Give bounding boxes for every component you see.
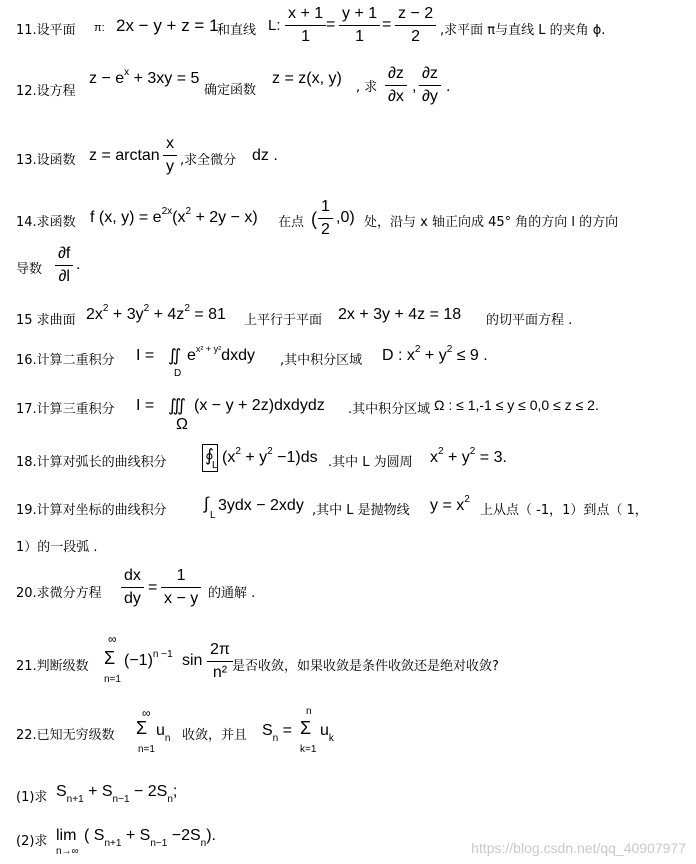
problem-12: [16, 64, 688, 110]
t: u: [320, 722, 329, 739]
problem-18-circle: [430, 446, 507, 467]
problem-15-mid: 上平行于平面: [244, 313, 323, 328]
problem-20-rhs: $\frac{1}{x - y}$: [161, 566, 201, 609]
problem-13-tail: ,求全微分: [180, 153, 237, 168]
problem-12-ask: , 求: [356, 80, 378, 95]
t: ( S: [84, 827, 105, 844]
problem-19-L: L: [210, 510, 216, 521]
problem-20-label: 20.求微分方程: [16, 586, 102, 601]
problem-18-mid: .其中 L 为圆周: [328, 455, 413, 470]
paren: (: [311, 209, 317, 229]
problem-14-at: 在点: [278, 215, 305, 230]
eq-text: z − e: [89, 70, 125, 87]
problem-12-frac2: $\frac{\partial z}{\partial y}$: [419, 64, 441, 107]
problem-11-and: 和直线: [217, 23, 257, 38]
problem-14-eq: [90, 206, 258, 227]
sub: n: [272, 733, 279, 744]
problem-11-pi: π:: [94, 22, 105, 34]
problem-14-tail: 处，沿与 x 轴正向成 45° 角的方向 l 的方向: [364, 215, 619, 230]
t: ≤ 9 .: [452, 347, 488, 364]
question-2-body: [84, 827, 216, 849]
problem-11-label: 11.设平面: [16, 23, 76, 38]
problem-12-frac1: $\frac{\partial z}{\partial x}$: [385, 64, 407, 107]
problem-19-body: 3ydx − 2xdy: [218, 497, 304, 514]
problem-14: [16, 200, 688, 288]
t: (−1): [124, 652, 153, 669]
problem-15-plane: 2x + 3y + 4z = 18: [338, 306, 462, 323]
sup: n −1: [152, 649, 173, 660]
watermark: https://blog.csdn.net/qq_40907977: [471, 840, 686, 856]
t: 2x: [86, 306, 103, 323]
sup: 2: [464, 494, 470, 505]
problem-11-frac3: $\frac{z - 2}{2}$: [395, 4, 436, 47]
problem-16-integrand: [187, 344, 255, 365]
eq-sign: =: [382, 16, 392, 33]
problem-20-tail: 的通解 .: [208, 586, 256, 601]
t: D : x: [382, 347, 415, 364]
problem-22: [16, 704, 688, 756]
problem-11-frac1: $\frac{x + 1}{1}$: [285, 4, 326, 47]
question-2-limsub: n→∞: [56, 846, 79, 857]
problem-17-mid: .其中积分区域: [348, 402, 431, 417]
problem-11-L: L:: [268, 17, 281, 34]
t: + 4z: [149, 306, 185, 323]
sup: 2: [414, 344, 421, 355]
question-1-label: (1)求: [16, 790, 48, 805]
problem-13-eq: z = arctan: [89, 147, 160, 164]
problem-15-surface: [86, 303, 226, 324]
t: = 81: [189, 306, 226, 323]
problem-13-label: 13.设函数: [16, 153, 76, 168]
problem-12-label: 12.设方程: [16, 84, 76, 99]
problem-21-sin: sin: [182, 652, 203, 669]
problem-21: [16, 632, 688, 692]
problem-21-top: ∞: [108, 632, 117, 646]
question-1: [16, 780, 688, 808]
problem-21-bot: n=1: [104, 674, 121, 685]
problem-15-tail: 的切平面方程 .: [486, 313, 573, 328]
sigma-icon: Σ: [300, 718, 312, 738]
problem-19-tail: 上从点（ -1，1）到点（ 1，: [480, 503, 648, 518]
problem-16-D: D: [174, 368, 182, 379]
problem-11-plane: 2x − y + z = 1: [116, 16, 219, 35]
problem-19-curve: [430, 494, 470, 515]
t: y = x: [430, 497, 465, 514]
problem-13: [16, 134, 688, 182]
problem-14-deriv: $\frac{\partial f}{\partial l}$: [55, 244, 73, 287]
t: + y: [443, 449, 470, 466]
eq-text: + 3xy = 5: [129, 70, 200, 87]
period: .: [76, 256, 81, 273]
t: −1)ds: [272, 449, 318, 466]
problem-21-tail: 是否收敛，如果收敛是条件收敛还是绝对收敛?: [232, 659, 499, 674]
question-2-lim: lim: [56, 827, 77, 844]
problem-12-mid: 确定函数: [204, 83, 257, 98]
problem-21-label: 21.判断级数: [16, 659, 89, 674]
sub: n−1: [112, 794, 130, 805]
problem-20-lhs: $\frac{dx}{dy}$: [121, 566, 144, 609]
problem-22-label: 22.已知无穷级数: [16, 728, 115, 743]
problem-17-label: 17.计算三重积分: [16, 402, 115, 417]
sup: 2: [267, 446, 273, 457]
period: .: [446, 78, 451, 95]
double-integral-icon: ∬: [168, 346, 182, 365]
t: S: [56, 783, 67, 800]
problem-19-label: 19.计算对坐标的曲线积分: [16, 503, 167, 518]
t: + 3y: [108, 306, 144, 323]
problem-17-omega: Ω: [176, 416, 188, 433]
problem-22-bot: n=1: [138, 744, 155, 755]
problem-22-bot2: k=1: [300, 744, 317, 755]
problem-11-tail: ,求平面 π与直线 L 的夹角 ϕ.: [440, 23, 606, 38]
t: dxdy: [221, 347, 255, 364]
eq-text: + 2y − x): [191, 209, 258, 226]
problem-18-L: L: [212, 460, 218, 471]
contour-integral-icon: ∮: [205, 446, 214, 465]
comma: ,: [412, 78, 417, 95]
triple-integral-icon: ∭: [168, 396, 186, 415]
line-integral-icon: ∫: [204, 494, 209, 513]
sub: n+1: [104, 838, 122, 849]
problem-14-label: 14.求函数: [16, 215, 76, 230]
problem-22-uk: [320, 722, 334, 744]
problem-17: [16, 392, 688, 436]
sup: 2: [184, 303, 190, 314]
sup: 2: [446, 344, 453, 355]
problem-22-mid: 收敛，并且: [182, 728, 248, 743]
problem-13-dz: dz .: [252, 147, 278, 164]
sub: n: [164, 733, 171, 744]
t: + S: [121, 827, 151, 844]
problem-15-label: 15 求曲面: [16, 313, 76, 328]
sub: n−1: [150, 838, 168, 849]
problem-16: [16, 340, 688, 380]
problem-17-I: I =: [136, 397, 155, 414]
t: =: [278, 722, 293, 739]
t: ).: [206, 827, 216, 844]
t: (x: [222, 449, 236, 466]
sup: x² + y²: [195, 344, 222, 354]
t: ;: [172, 783, 178, 800]
sup: 2: [102, 303, 109, 314]
sub: n: [167, 794, 173, 805]
t: e: [187, 347, 196, 364]
sup: 2: [143, 303, 150, 314]
problem-16-region: [382, 344, 488, 365]
problem-16-label: 16.计算二重积分: [16, 353, 115, 368]
eq-text: f (x, y) = e: [90, 209, 162, 226]
sigma-icon: Σ: [104, 648, 116, 668]
t: + y: [420, 347, 447, 364]
problem-18-body: [222, 446, 318, 467]
eq-text: (x: [172, 209, 186, 226]
problem-17-region: Ω : ≤ 1,-1 ≤ y ≤ 0,0 ≤ z ≤ 2.: [434, 397, 599, 413]
problem-22-top: ∞: [142, 706, 151, 720]
problem-12-func: z = z(x, y): [272, 70, 342, 87]
t: S: [262, 722, 273, 739]
problem-22-u: [156, 722, 171, 744]
problem-15: [16, 304, 688, 330]
problem-16-I: I =: [136, 347, 155, 364]
problem-14-point-frac: $\frac{1}{2}$: [318, 197, 333, 240]
paren: ,0): [336, 209, 355, 226]
problem-21-frac: $\frac{2\pi}{\text{n²}}$: [207, 640, 233, 683]
sup: 2: [185, 206, 192, 217]
t: u: [156, 722, 165, 739]
t: + S: [83, 783, 113, 800]
sup: x: [124, 67, 130, 78]
sup: 2x: [161, 206, 173, 217]
problem-22-S: [262, 722, 293, 744]
eq-sign: =: [148, 579, 158, 596]
problem-20: [16, 566, 688, 616]
problem-18: [16, 444, 688, 474]
sup: 2: [235, 446, 241, 457]
question-1-body: [56, 783, 178, 805]
t: + y: [240, 449, 268, 466]
eq-sign: =: [326, 16, 336, 33]
problem-16-mid: ,其中积分区域: [280, 353, 363, 368]
problem-17-body: (x − y + 2z)dxdydz: [194, 397, 325, 414]
problem-22-top2: n: [306, 706, 312, 717]
sub: n+1: [66, 794, 84, 805]
problem-19: [16, 492, 688, 556]
t: −2S: [167, 827, 201, 844]
sub: n: [200, 838, 207, 849]
problem-14-line2: 导数: [16, 262, 43, 277]
problem-11: [16, 6, 688, 48]
problem-13-frac: $\frac{x}{y}$: [163, 134, 177, 177]
problem-12-eq: [89, 67, 200, 88]
t: x: [430, 449, 438, 466]
sup: 2: [438, 446, 444, 457]
t: − 2S: [129, 783, 168, 800]
problem-11-frac2: $\frac{y + 1}{1}$: [339, 4, 380, 47]
problem-21-term: [124, 649, 173, 670]
sub: k: [328, 733, 334, 744]
sigma-icon: Σ: [136, 718, 148, 738]
problem-19-mid: ,其中 L 是抛物线: [312, 503, 410, 518]
problem-18-label: 18.计算对弧长的曲线积分: [16, 455, 167, 470]
t: = 3.: [475, 449, 507, 466]
sup: 2: [469, 446, 476, 457]
problem-19-line2: 1）的一段弧 .: [16, 540, 98, 555]
question-2-label: (2)求: [16, 834, 48, 849]
